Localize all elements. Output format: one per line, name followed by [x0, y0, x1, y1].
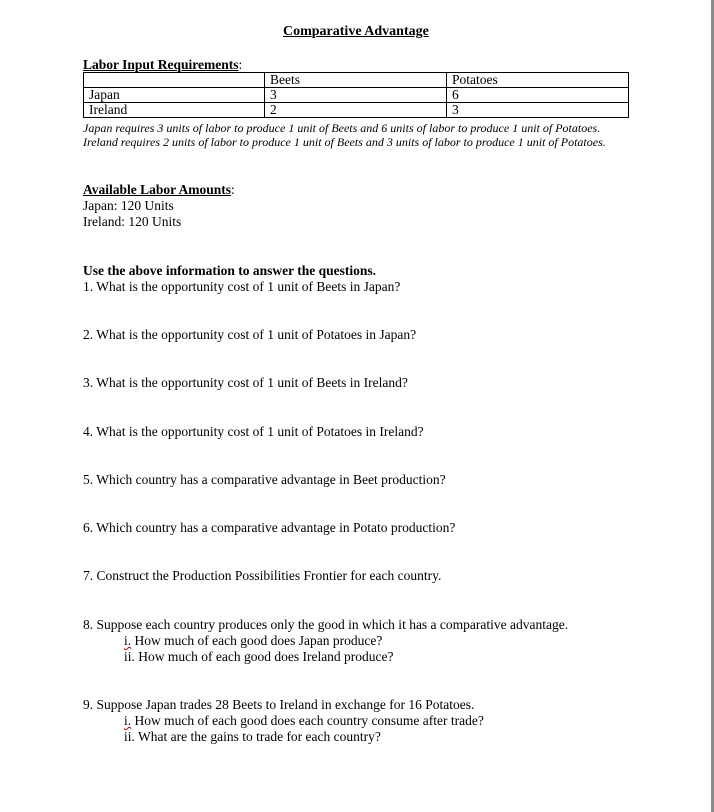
question-8: 8. Suppose each country produces only the good in which it has a comparative advantage.	[83, 617, 569, 632]
table-cell: 2	[265, 103, 447, 118]
table-header-row	[84, 73, 629, 88]
question-9-sub-ii: ii. What are the gains to trade for each country?	[124, 729, 381, 744]
question-9-sub-i	[124, 713, 484, 729]
labor-heading-colon: :	[238, 57, 243, 72]
table-cell: 3	[265, 88, 447, 103]
ireland-labor-amount: Ireland: 120 Units	[83, 214, 182, 229]
instructions-text: Use the above information to answer the questions.	[83, 263, 376, 278]
spellcheck-marker: i.	[124, 633, 132, 648]
table-note: Japan requires 3 units of labor to produce 1 unit of Beets and 6 units of labor to produce 1 unit of Potatoes. Ireland requires 2 units of labor to produce 1 unit of Beets and 3 units of labor to produce 1 unit of Potatoes.	[83, 121, 606, 149]
question-2: 2. What is the opportunity cost of 1 unit of Potatoes in Japan?	[83, 327, 417, 342]
available-heading-colon: :	[231, 182, 235, 197]
question-6: 6. Which country has a comparative advantage in Potato production?	[83, 520, 456, 535]
question-5: 5. Which country has a comparative advantage in Beet production?	[83, 472, 446, 487]
question-3: 3. What is the opportunity cost of 1 unit of Beets in Ireland?	[83, 375, 408, 390]
table-header-cell	[84, 73, 265, 88]
table-row	[84, 88, 629, 103]
labor-input-heading	[83, 57, 242, 73]
labor-requirements-table	[83, 72, 629, 118]
available-labor-heading-text: Available Labor Amounts	[83, 182, 232, 197]
labor-input-heading-text: Labor Input Requirements	[83, 57, 239, 72]
question-1: 1. What is the opportunity cost of 1 unit of Beets in Japan?	[83, 279, 401, 294]
table-row	[84, 103, 629, 118]
table-cell: 6	[447, 88, 629, 103]
japan-labor-amount: Japan: 120 Units	[83, 198, 174, 213]
table-header-cell: Beets	[265, 73, 447, 88]
question-8-sub-ii: ii. How much of each good does Ireland produce?	[124, 649, 394, 664]
question-8-sub-i	[124, 633, 382, 649]
question-4: 4. What is the opportunity cost of 1 unit of Potatoes in Ireland?	[83, 424, 424, 439]
document-title: Comparative Advantage	[283, 24, 429, 39]
table-cell: Japan	[84, 88, 265, 103]
question-9: 9. Suppose Japan trades 28 Beets to Ireland in exchange for 16 Potatoes.	[83, 697, 475, 712]
question-7: 7. Construct the Production Possibilities Frontier for each country.	[83, 568, 442, 583]
available-labor-heading	[83, 182, 235, 198]
spellcheck-marker: i.	[124, 713, 132, 728]
question-8-sub-i-text: How much of each good does Japan produce?	[131, 633, 383, 648]
table-cell: 3	[447, 103, 629, 118]
table-header-cell: Potatoes	[447, 73, 629, 88]
table-cell: Ireland	[84, 103, 265, 118]
question-9-sub-i-text: How much of each good does each country consume after trade?	[131, 713, 484, 728]
